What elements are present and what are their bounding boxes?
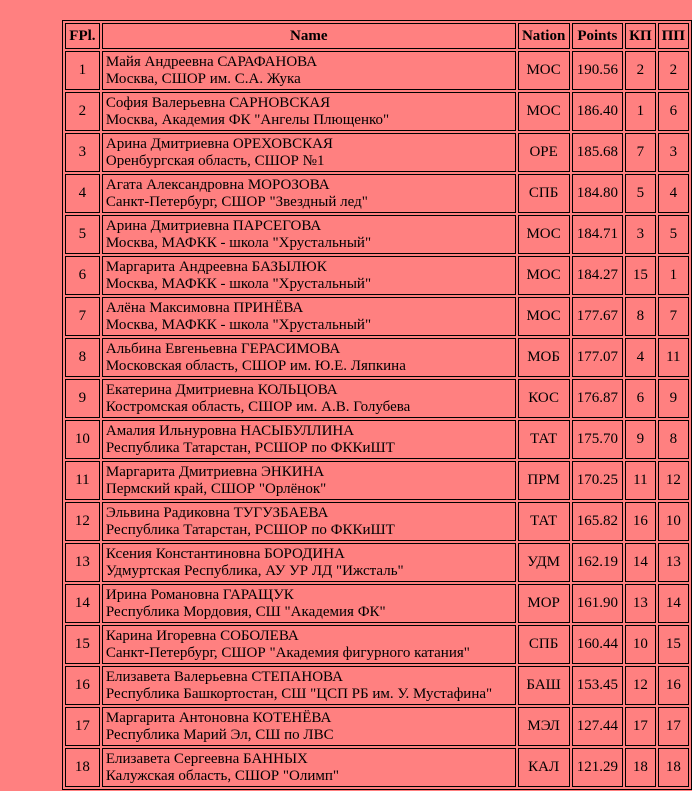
free-skate-rank-cell: 15	[658, 625, 689, 664]
points-cell: 153.45	[572, 666, 624, 705]
short-program-rank-cell: 18	[625, 748, 656, 787]
skater-cell	[102, 379, 516, 418]
skater-club: Московская область, СШОР им. Ю.Е. Ляпкина	[105, 357, 406, 374]
skater-name: Екатерина Дмитриевна КОЛЬЦОВА	[105, 381, 338, 398]
skater-cell	[102, 625, 516, 664]
free-skate-rank-cell: 10	[658, 502, 689, 541]
nation-cell: ТАТ	[518, 502, 570, 541]
short-program-rank-cell: 13	[625, 584, 656, 623]
points-cell: 184.27	[572, 256, 624, 295]
place-cell: 16	[65, 666, 100, 705]
short-program-rank-cell: 9	[625, 420, 656, 459]
place-cell: 4	[65, 174, 100, 213]
short-program-rank-cell: 4	[625, 338, 656, 377]
points-cell: 175.70	[572, 420, 624, 459]
header-name: Name	[102, 23, 516, 49]
points-cell: 127.44	[572, 707, 624, 746]
place-cell: 3	[65, 133, 100, 172]
free-skate-rank-cell: 3	[658, 133, 689, 172]
skater-name: Алёна Максимовна ПРИНЁВА	[105, 299, 304, 316]
place-cell: 18	[65, 748, 100, 787]
skater-cell	[102, 92, 516, 131]
skater-cell	[102, 256, 516, 295]
points-cell: 185.68	[572, 133, 624, 172]
short-program-rank-cell: 2	[625, 51, 656, 90]
skater-club: Калужская область, СШОР "Олимп"	[105, 767, 339, 784]
table-row	[65, 256, 689, 295]
short-program-rank-cell: 3	[625, 215, 656, 254]
table-row	[65, 174, 689, 213]
header-fs: ПП	[658, 23, 689, 49]
free-skate-rank-cell: 5	[658, 215, 689, 254]
skater-club: Москва, МАФКК - школа "Хрустальный"	[105, 275, 372, 292]
skater-club: Республика Татарстан, РСШОР по ФККиШТ	[105, 521, 395, 538]
table-row	[65, 92, 689, 131]
skater-club: Костромская область, СШОР им. А.В. Голубева	[105, 398, 411, 415]
points-cell: 184.80	[572, 174, 624, 213]
points-cell: 177.07	[572, 338, 624, 377]
skater-name: Майя Андреевна САРАФАНОВА	[105, 53, 318, 70]
header-points: Points	[572, 23, 624, 49]
skater-name: София Валерьевна САРНОВСКАЯ	[105, 94, 331, 111]
table-row	[65, 584, 689, 623]
skater-cell	[102, 707, 516, 746]
skater-cell	[102, 584, 516, 623]
skater-cell	[102, 297, 516, 336]
place-cell: 12	[65, 502, 100, 541]
skater-name: Маргарита Дмитриевна ЭНКИНА	[105, 463, 325, 480]
skater-name: Елизавета Сергеевна БАННЫХ	[105, 750, 308, 767]
skater-name: Елизавета Валерьевна СТЕПАНОВА	[105, 668, 343, 685]
place-cell: 9	[65, 379, 100, 418]
place-cell: 6	[65, 256, 100, 295]
nation-cell: СПБ	[518, 174, 570, 213]
skater-name: Маргарита Андреевна БАЗЫЛЮК	[105, 258, 327, 275]
skater-name: Арина Дмитриевна ПАРСЕГОВА	[105, 217, 322, 234]
nation-cell: МОС	[518, 297, 570, 336]
table-row	[65, 707, 689, 746]
skater-name: Арина Дмитриевна ОРЕХОВСКАЯ	[105, 135, 333, 152]
nation-cell: МОС	[518, 256, 570, 295]
place-cell: 2	[65, 92, 100, 131]
table-row	[65, 666, 689, 705]
nation-cell: СПБ	[518, 625, 570, 664]
skater-cell	[102, 543, 516, 582]
short-program-rank-cell: 1	[625, 92, 656, 131]
place-cell: 8	[65, 338, 100, 377]
skater-cell	[102, 338, 516, 377]
skater-cell	[102, 174, 516, 213]
table-row	[65, 625, 689, 664]
points-cell: 190.56	[572, 51, 624, 90]
skater-club: Республика Марий Эл, СШ по ЛВС	[105, 726, 334, 743]
table-row	[65, 379, 689, 418]
skater-name: Ксения Константиновна БОРОДИНА	[105, 545, 345, 562]
points-cell: 162.19	[572, 543, 624, 582]
place-cell: 1	[65, 51, 100, 90]
skater-cell	[102, 133, 516, 172]
skater-name: Маргарита Антоновна КОТЕНЁВА	[105, 709, 332, 726]
skater-cell	[102, 502, 516, 541]
free-skate-rank-cell: 13	[658, 543, 689, 582]
free-skate-rank-cell: 17	[658, 707, 689, 746]
place-cell: 13	[65, 543, 100, 582]
place-cell: 15	[65, 625, 100, 664]
skater-cell	[102, 461, 516, 500]
short-program-rank-cell: 8	[625, 297, 656, 336]
table-row	[65, 338, 689, 377]
nation-cell: БАШ	[518, 666, 570, 705]
nation-cell: КОС	[518, 379, 570, 418]
place-cell: 5	[65, 215, 100, 254]
short-program-rank-cell: 15	[625, 256, 656, 295]
table-row	[65, 51, 689, 90]
place-cell: 7	[65, 297, 100, 336]
free-skate-rank-cell: 6	[658, 92, 689, 131]
free-skate-rank-cell: 2	[658, 51, 689, 90]
skater-name: Ирина Романовна ГАРАЩУК	[105, 586, 294, 603]
skater-club: Москва, Академия ФК "Ангелы Плющенко"	[105, 111, 390, 128]
nation-cell: МОБ	[518, 338, 570, 377]
free-skate-rank-cell: 12	[658, 461, 689, 500]
table-row	[65, 461, 689, 500]
nation-cell: МОС	[518, 215, 570, 254]
nation-cell: МЭЛ	[518, 707, 570, 746]
skater-club: Удмуртская Республика, АУ УР ЛД "Ижсталь"	[105, 562, 404, 579]
points-cell: 170.25	[572, 461, 624, 500]
short-program-rank-cell: 12	[625, 666, 656, 705]
short-program-rank-cell: 11	[625, 461, 656, 500]
nation-cell: МОС	[518, 92, 570, 131]
free-skate-rank-cell: 1	[658, 256, 689, 295]
table-row	[65, 502, 689, 541]
skater-name: Амалия Ильнуровна НАСЫБУЛЛИНА	[105, 422, 355, 439]
skater-club: Республика Башкортостан, СШ "ЦСП РБ им. У. Мустафина"	[105, 685, 493, 702]
free-skate-rank-cell: 8	[658, 420, 689, 459]
skater-cell	[102, 666, 516, 705]
header-row	[65, 23, 689, 49]
nation-cell: МОС	[518, 51, 570, 90]
points-cell: 160.44	[572, 625, 624, 664]
header-sp: КП	[625, 23, 656, 49]
free-skate-rank-cell: 18	[658, 748, 689, 787]
free-skate-rank-cell: 14	[658, 584, 689, 623]
table-row	[65, 748, 689, 787]
skater-name: Альбина Евгеньевна ГЕРАСИМОВА	[105, 340, 341, 357]
points-cell: 161.90	[572, 584, 624, 623]
nation-cell: ПРМ	[518, 461, 570, 500]
points-cell: 121.29	[572, 748, 624, 787]
skater-club: Оренбургская область, СШОР №1	[105, 152, 325, 169]
short-program-rank-cell: 7	[625, 133, 656, 172]
place-cell: 10	[65, 420, 100, 459]
table-row	[65, 133, 689, 172]
nation-cell: КАЛ	[518, 748, 570, 787]
place-cell: 17	[65, 707, 100, 746]
skater-name: Агата Александровна МОРОЗОВА	[105, 176, 330, 193]
skater-club: Москва, СШОР им. С.А. Жука	[105, 70, 301, 87]
short-program-rank-cell: 10	[625, 625, 656, 664]
free-skate-rank-cell: 16	[658, 666, 689, 705]
skater-name: Карина Игоревна СОБОЛЕВА	[105, 627, 299, 644]
table-row	[65, 543, 689, 582]
skater-cell	[102, 420, 516, 459]
skater-cell	[102, 215, 516, 254]
free-skate-rank-cell: 11	[658, 338, 689, 377]
skater-cell	[102, 748, 516, 787]
short-program-rank-cell: 14	[625, 543, 656, 582]
free-skate-rank-cell: 7	[658, 297, 689, 336]
skater-club: Пермский край, СШОР "Орлёнок"	[105, 480, 327, 497]
results-table	[62, 20, 692, 790]
skater-club: Республика Мордовия, СШ "Академия ФК"	[105, 603, 386, 620]
short-program-rank-cell: 17	[625, 707, 656, 746]
nation-cell: ТАТ	[518, 420, 570, 459]
skater-club: Москва, МАФКК - школа "Хрустальный"	[105, 234, 372, 251]
nation-cell: МОР	[518, 584, 570, 623]
table-row	[65, 420, 689, 459]
table-row	[65, 215, 689, 254]
skater-name: Эльвина Радиковна ТУГУЗБАЕВА	[105, 504, 329, 521]
nation-cell: УДМ	[518, 543, 570, 582]
header-place: FPl.	[65, 23, 100, 49]
place-cell: 11	[65, 461, 100, 500]
skater-club: Санкт-Петербург, СШОР "Академия фигурного катания"	[105, 644, 470, 661]
points-cell: 186.40	[572, 92, 624, 131]
table-row	[65, 297, 689, 336]
points-cell: 176.87	[572, 379, 624, 418]
points-cell: 165.82	[572, 502, 624, 541]
skater-club: Санкт-Петербург, СШОР "Звездный лед"	[105, 193, 368, 210]
short-program-rank-cell: 6	[625, 379, 656, 418]
free-skate-rank-cell: 9	[658, 379, 689, 418]
skater-cell	[102, 51, 516, 90]
free-skate-rank-cell: 4	[658, 174, 689, 213]
short-program-rank-cell: 16	[625, 502, 656, 541]
place-cell: 14	[65, 584, 100, 623]
short-program-rank-cell: 5	[625, 174, 656, 213]
points-cell: 184.71	[572, 215, 624, 254]
nation-cell: ОРЕ	[518, 133, 570, 172]
points-cell: 177.67	[572, 297, 624, 336]
header-nation: Nation	[518, 23, 570, 49]
skater-club: Республика Татарстан, РСШОР по ФККиШТ	[105, 439, 395, 456]
skater-club: Москва, МАФКК - школа "Хрустальный"	[105, 316, 372, 333]
